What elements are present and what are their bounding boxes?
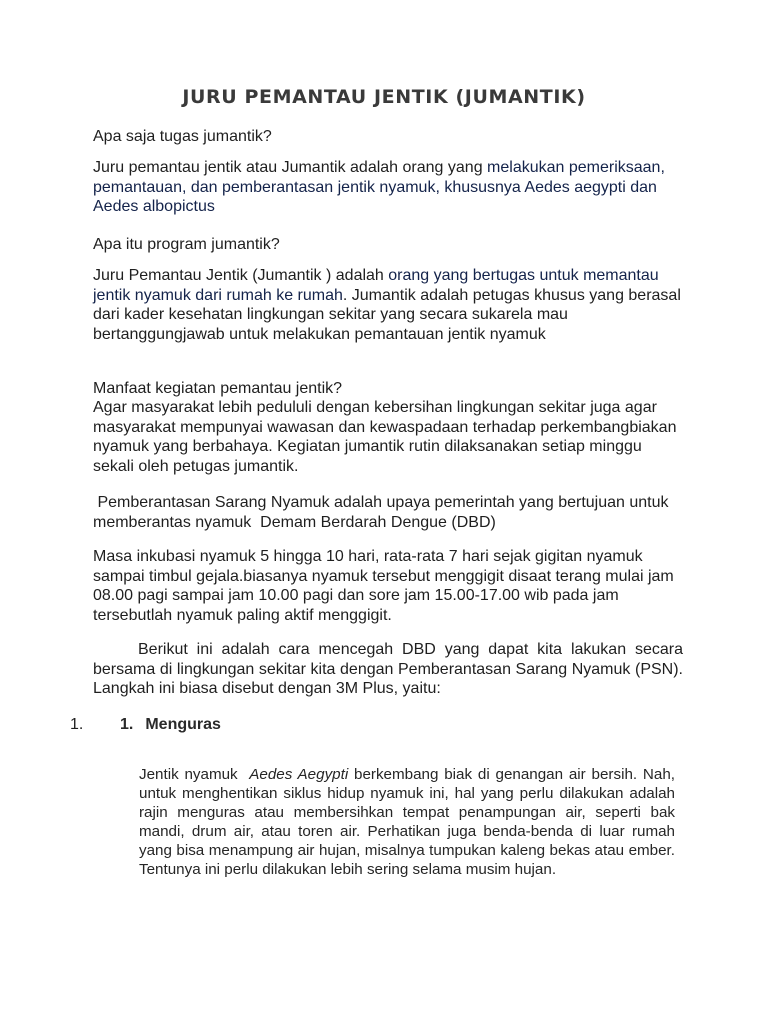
paragraph-definition xyxy=(93,158,683,217)
paragraph-psn: Pemberantasan Sarang Nyamuk adalah upaya pemerintah yang bertujuan untuk memberantas nyamuk Demam Berdarah Dengue (DBD) xyxy=(93,494,673,531)
paragraph-manfaat: Agar masyarakat lebih pedululi dengan kebersihan lingkungan sekitar juga agar masyarakat mempunyai wawasan dan kewaspadaan terhadap perkembangbiakan nyamuk yang berbahaya. Kegiatan jumantik rutin dilaksanakan setiap minggu sekali oleh petugas jumantik. xyxy=(93,399,677,475)
document-title: JURU PEMANTAU JENTIK (JUMANTIK) xyxy=(182,86,586,108)
question-tugas: Apa saja tugas jumantik? xyxy=(93,128,272,145)
question-program: Apa itu program jumantik? xyxy=(93,236,280,253)
paragraph-pencegahan: Berikut ini adalah cara mencegah DBD yang dapat kita lakukan secara bersama di lingkungan sekitar kita dengan Pemberantasan Sarang Nyamuk (PSN). Langkah ini biasa disebut dengan 3M Plus, yaitu: xyxy=(93,641,683,697)
paragraph-definition-lead: Juru pemantau jentik atau Jumantik adalah orang yang xyxy=(93,159,488,176)
list-heading xyxy=(120,716,221,734)
list-inner-number: 1. xyxy=(120,716,134,733)
paragraph-menguras-species: Aedes Aegypti xyxy=(249,766,349,783)
list-heading-label: Menguras xyxy=(145,716,221,733)
list-outer-number: 1. xyxy=(70,716,84,733)
question-manfaat: Manfaat kegiatan pemantau jentik? xyxy=(93,380,343,397)
paragraph-program-lead: Juru Pemantau Jentik (Jumantik ) adalah xyxy=(93,267,389,284)
paragraph-menguras xyxy=(139,765,675,879)
paragraph-program-rest: . Jumantik adalah petugas khusus yang berasal dari kader kesehatan lingkungan sekitar yang secara sukarela mau bertanggungjawab untuk melakukan pemantauan jentik nyamuk xyxy=(93,286,681,343)
paragraph-inkubasi: Masa inkubasi nyamuk 5 hingga 10 hari, rata-rata 7 hari sejak gigitan nyamuk sampai timbul gejala.biasanya nyamuk tersebut menggigit disaat terang mulai jam 08.00 pagi sampai jam 10.00 pagi dan sore jam 15.00-17.00 wib pada jam tersebutlah nyamuk paling aktif menggigit. xyxy=(93,548,674,624)
paragraph-program xyxy=(93,266,683,344)
paragraph-program-highlight: orang yang bertugas untuk memantau jentik nyamuk dari rumah ke rumah xyxy=(93,267,659,304)
paragraph-menguras-rest: berkembang biak di genangan air bersih. Nah, untuk menghentikan siklus hidup nyamuk ini, hal yang perlu dilakukan adalah rajin menguras atau membersihkan tempat penampungan air, seperti bak mandi, drum air, atau toren air. Perhatikan juga benda-benda di luar rumah yang bisa menampung air hujan, misalnya tumpukan kaleng bekas atau ember. Tentunya ini perlu dilakukan lebih sering selama musim hujan. xyxy=(139,766,675,878)
paragraph-definition-highlight: melakukan pemeriksaan, pemantauan, dan pemberantasan jentik nyamuk, khususnya Aedes aegypti dan Aedes albopictus xyxy=(93,159,665,215)
paragraph-menguras-lead: Jentik nyamuk xyxy=(139,766,250,783)
